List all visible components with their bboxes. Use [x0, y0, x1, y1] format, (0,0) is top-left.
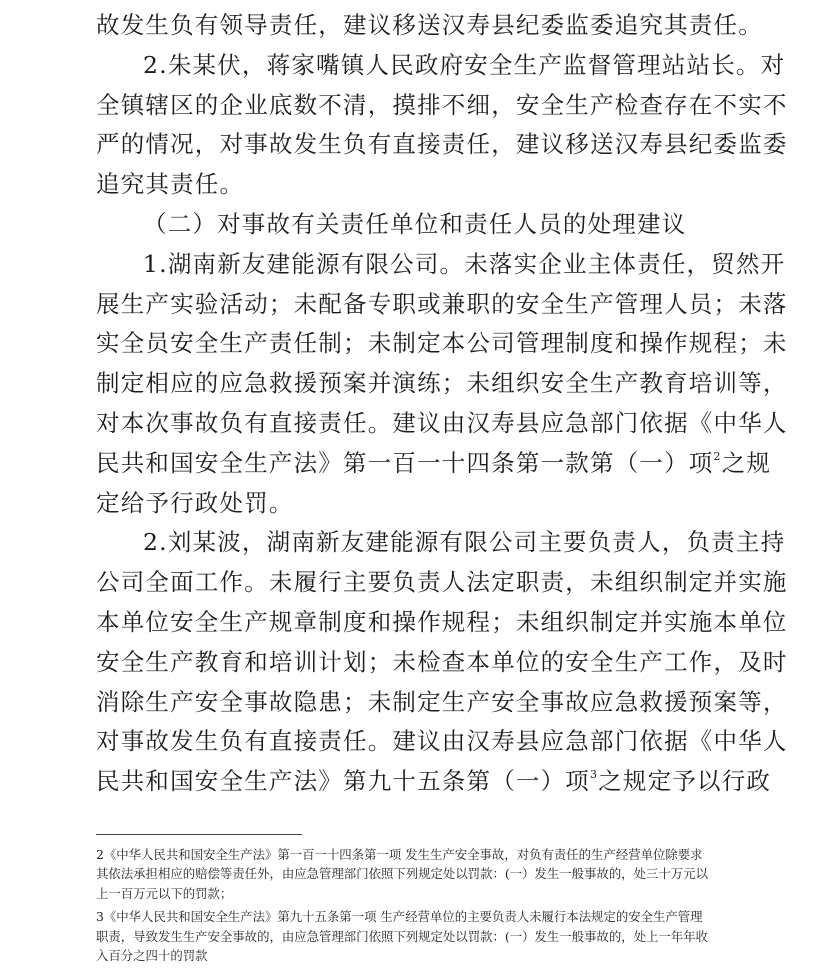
line-text: 之规	[721, 448, 772, 477]
section-heading: （二）对事故有关责任单位和责任人员的处理建议	[143, 209, 687, 238]
paragraph-line: 公司全面工作。未履行主要负责人法定职责，未组织制定并实施	[96, 568, 788, 597]
paragraph-line: 2.刘某波，湖南新友建能源有限公司主要负责人，负责主持	[143, 528, 786, 557]
paragraph-line	[96, 444, 772, 484]
paragraph-line: 消除生产安全事故隐患；未制定生产安全事故应急救援预案等，	[96, 687, 788, 716]
footnotes	[96, 845, 746, 965]
paragraph-line: 2.朱某伏，蒋家嘴镇人民政府安全生产监督管理站站长。对	[143, 50, 786, 79]
paragraph-line: 对本次事故负有直接责任。建议由汉寿县应急部门依据《中华人	[96, 408, 788, 437]
paragraph-line: 制定相应的应急救援预案并演练；未组织安全生产教育培训等，	[96, 369, 788, 398]
paragraph-line: 追究其责任。	[96, 170, 245, 199]
line-text: 民共和国安全生产法》第九十五条第（一）项	[96, 767, 590, 796]
paragraph-line: 展生产实验活动；未配备专职或兼职的安全生产管理人员；未落	[96, 289, 788, 318]
footnote-line: 2《中华人民共和国安全生产法》第一百一十四条第一项 发生生产安全事故，对负有责任的生产经营单位除要求	[96, 847, 703, 862]
paragraph-line: 实全员安全生产责任制；未制定本公司管理制度和操作规程；未	[96, 329, 788, 358]
paragraph-line: 1.湖南新友建能源有限公司。未落实企业主体责任，贸然开	[143, 249, 786, 278]
line-text: 之规定予以行政	[598, 767, 772, 796]
paragraph-line: 对事故发生负有直接责任。建议由汉寿县应急部门依据《中华人	[96, 727, 788, 756]
paragraph-line: 故发生负有领导责任，建议移送汉寿县纪委监委追究其责任。	[96, 11, 763, 39]
paragraph-line: 全镇辖区的企业底数不清，摸排不细，安全生产检查存在不实不	[96, 90, 788, 119]
paragraph-line	[96, 762, 772, 802]
paragraph-line: 严的情况，对事故发生负有直接责任，建议移送汉寿县纪委监委	[96, 130, 788, 159]
document-body	[96, 6, 788, 802]
paragraph-line: 安全生产教育和培训计划；未检查本单位的安全生产工作，及时	[96, 647, 788, 676]
footnote-line: 职责，导致发生生产安全事故的，由应急管理部门依照下列规定处以罚款：(一）发生一般事故的，处上一年年收	[96, 928, 708, 944]
footnote-ref: 3	[590, 768, 599, 782]
footnote-line: 其依法承担相应的赔偿等责任外，由应急管理部门依照下列规定处以罚款：(一）发生一般事故的，处三十万元以	[96, 866, 708, 882]
footnote-ref: 2	[713, 449, 722, 463]
paragraph-line: 定给予行政处罚。	[96, 488, 294, 517]
footnote-line: 3《中华人民共和国安全生产法》第九十五条第一项 生产经营单位的主要负责人未履行本法规定的安全生产管理	[96, 909, 703, 925]
footnote-line: 上一百万元以下的罚款；	[96, 885, 233, 901]
paragraph-line: 本单位安全生产规章制度和操作规程；未组织制定并实施本单位	[96, 607, 788, 636]
line-text: 民共和国安全生产法》第一百一十四条第一款第（一）项	[96, 448, 714, 477]
footnote-line: 入百分之四十的罚款	[96, 947, 208, 963]
footnote-separator	[96, 834, 302, 835]
